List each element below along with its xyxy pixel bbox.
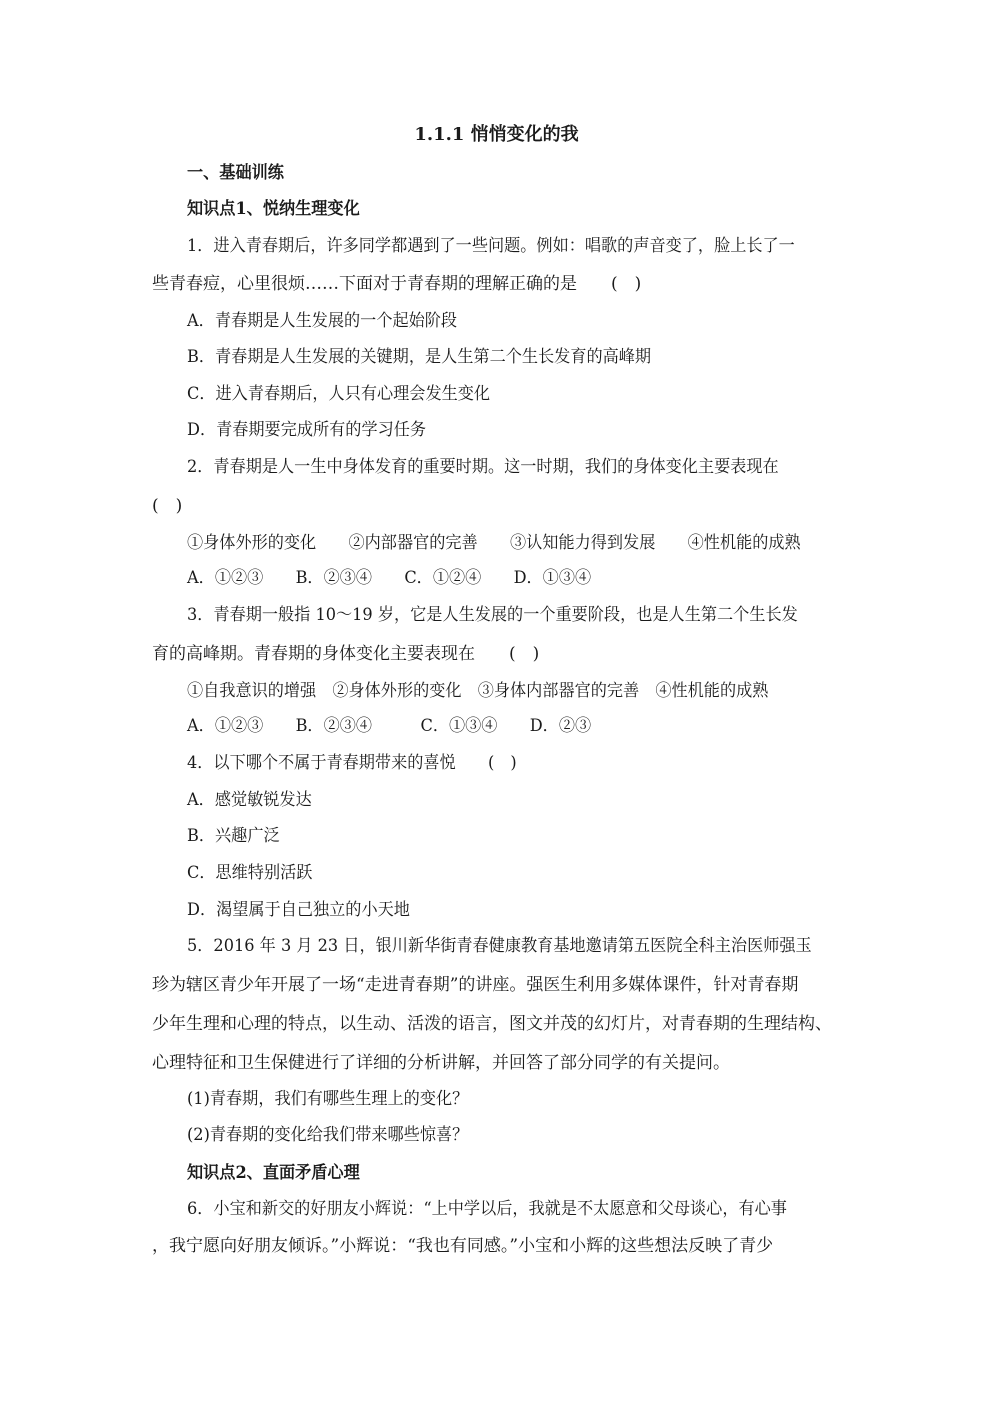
section-heading: 一、基础训练	[187, 163, 284, 183]
q2-statement-items: ①身体外形的变化 ②内部器官的完善 ③认知能力得到发展 ④性机能的成熟	[187, 533, 801, 553]
q3-text-line-2: 育的高峰期。青春期的身体变化主要表现在 ( )	[152, 644, 540, 664]
q1-text-line-2: 些青春痘，心里很烦……下面对于青春期的理解正确的是 ( )	[152, 274, 642, 294]
q5-text-line-2: 珍为辖区青少年开展了一场“走进青春期”的讲座。强医生利用多媒体课件，针对青春期	[152, 975, 799, 995]
page-title: 1.1.1 悄悄变化的我	[414, 124, 579, 145]
q6-text-line-1: 6．小宝和新交的好朋友小辉说：“上中学以后，我就是不太愿意和父母谈心，有心事	[187, 1199, 787, 1219]
q4-option-c: C．思维特别活跃	[187, 863, 313, 883]
q1-option-c: C．进入青春期后，人只有心理会发生变化	[187, 384, 491, 404]
q4-option-d: D．渴望属于自己独立的小天地	[187, 900, 410, 920]
q5-sub-question-1: (1)青春期，我们有哪些生理上的变化？	[187, 1089, 469, 1109]
q4-option-a: A．感觉敏锐发达	[187, 790, 312, 810]
q4-option-b: B．兴趣广泛	[187, 826, 280, 846]
q3-statement-items: ①自我意识的增强 ②身体外形的变化 ③身体内部器官的完善 ④性机能的成熟	[187, 681, 769, 701]
q5-sub-question-2: (2)青春期的变化给我们带来哪些惊喜？	[187, 1125, 469, 1145]
q2-text-line-1: 2．青春期是人一生中身体发育的重要时期。这一时期，我们的身体变化主要表现在	[187, 457, 779, 477]
knowledge-point-2-heading: 知识点2、直面矛盾心理	[187, 1163, 360, 1183]
q5-text-line-4: 心理特征和卫生保健进行了详细的分析讲解，并回答了部分同学的有关提问。	[152, 1053, 730, 1073]
q4-text-line-1: 4．以下哪个不属于青春期带来的喜悦 ( )	[187, 753, 517, 773]
q5-text-line-1: 5．2016 年 3 月 23 日，银川新华街青春健康教育基地邀请第五医院全科主治医师强玉	[187, 936, 812, 956]
q6-text-line-2: ，我宁愿向好朋友倾诉。”小辉说：“我也有同感。”小宝和小辉的这些想法反映了青少	[152, 1236, 774, 1256]
q3-options: A．①②③ B．②③④ C．①③④ D．②③	[187, 716, 592, 736]
knowledge-point-1-heading: 知识点1、悦纳生理变化	[187, 199, 360, 219]
q3-text-line-1: 3．青春期一般指 10～19 岁，它是人生发展的一个重要阶段，也是人生第二个生长发	[187, 605, 798, 625]
q5-text-line-3: 少年生理和心理的特点，以生动、活泼的语言，图文并茂的幻灯片，对青春期的生理结构、	[152, 1014, 832, 1034]
q1-option-b: B．青春期是人生发展的关键期，是人生第二个生长发育的高峰期	[187, 347, 652, 367]
q2-text-line-2: ( )	[152, 496, 183, 516]
q2-options: A．①②③ B．②③④ C．①②④ D．①③④	[187, 568, 592, 588]
q1-option-d: D．青春期要完成所有的学习任务	[187, 420, 427, 440]
q1-text-line-1: 1．进入青春期后，许多同学都遇到了一些问题。例如：唱歌的声音变了，脸上长了一	[187, 236, 795, 256]
q1-option-a: A．青春期是人生发展的一个起始阶段	[187, 311, 458, 331]
